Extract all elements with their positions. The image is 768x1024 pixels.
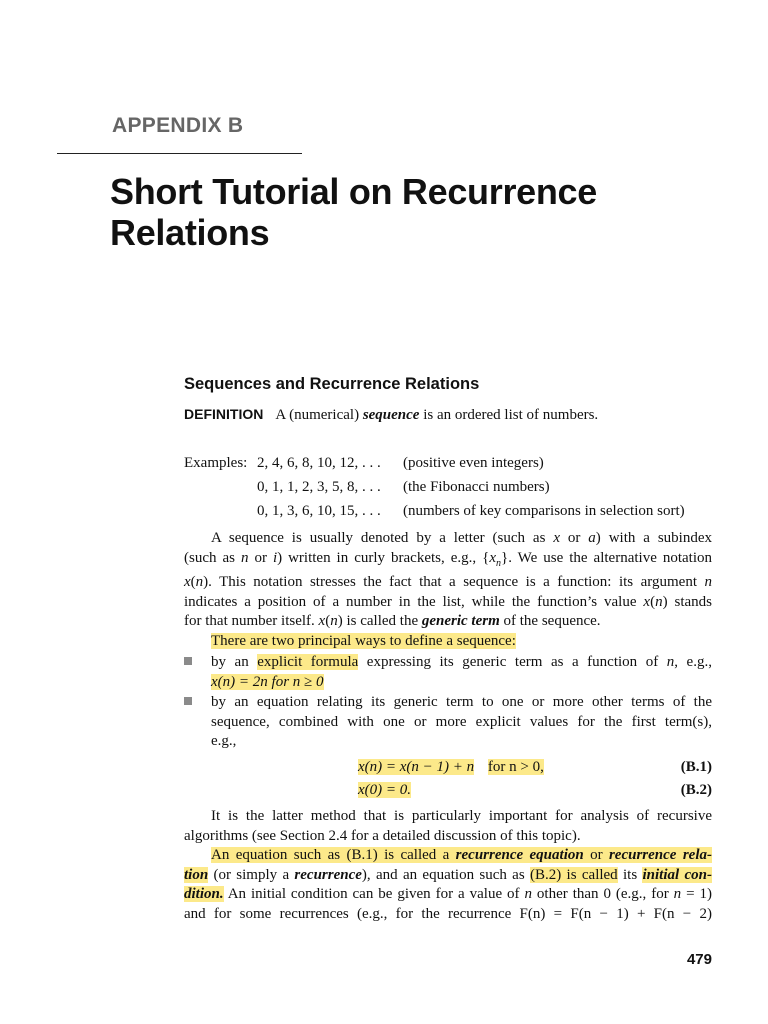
examples-label: Examples: [184,455,248,471]
para1-line-3: x(n). This notation stresses the fact that a sequence is a function: its argument n [184,574,712,590]
example-note-2: (the Fibonacci numbers) [403,479,550,495]
definition-label: DEFINITION [184,406,264,422]
para2-line-6: and for some recurrences (e.g., for the recurrence F(n) = F(n − 1) + F(n − 2) [184,905,712,922]
section-heading: Sequences and Recurrence Relations [184,375,480,393]
page-number: 479 [686,951,712,968]
bullet-recurrence: by an equation relating its generic term to one or more other terms of the sequence, combined with one or more explicit values for the first term(s), e.g., [211,694,712,749]
appendix-label: APPENDIX B [112,114,244,137]
example-seq-2: 0, 1, 1, 2, 3, 5, 8, . . . [257,479,381,495]
definition-text-after: is an ordered list of numbers. [419,407,599,423]
equation-b1 [358,759,544,776]
example-seq-3: 0, 1, 3, 6, 10, 15, . . . [257,503,381,519]
paragraph-sequence-notation [184,529,712,651]
equation-b2 [358,782,411,799]
chapter-title-line-2: Relations [110,212,270,253]
definition [184,405,598,426]
definition-term: sequence [362,407,420,423]
bullet-explicit-formula: by an explicit formula expressing its generic term as a function of n, e.g., x(n) = 2n for n ≥ 0 [211,654,712,690]
highlight-explicit-example: x(n) = 2n for n ≥ 0 [211,673,324,690]
highlight-two-ways: There are two principal ways to define a sequence: [211,632,516,649]
definition-text-before: A (numerical) [275,407,363,423]
equation-b1-condition: for n > 0, [487,759,544,775]
para1-line-1: A sequence is usually denoted by a letter (such as x or a) with a subindex [211,530,712,546]
para2-line-5: dition. An initial condition can be given for a value of n other than 0 (e.g., for n = 1) [184,886,712,902]
paragraph-recurrence [184,807,712,924]
example-note-3: (numbers of key comparisons in selection sort) [403,503,685,519]
para1-line-6 [184,632,712,652]
equation-b1-lhs: x(n) = x(n − 1) + n [358,759,475,775]
highlight-explicit-formula: explicit formula [257,654,359,670]
para2-line-2: algorithms (see Section 2.4 for a detailed discussion of this topic). [184,827,581,844]
para2-line-1: It is the latter method that is particularly important for analysis of recursive [211,808,712,824]
equation-number-b1: (B.1) [680,759,712,775]
para1-line-4: indicates a position of a number in the list, while the function’s value x(n) stands [184,593,712,610]
chapter-title [110,171,597,253]
para2-line-4: tion (or simply a recurrence), and an equation such as (B.2) is called its initial con- [184,866,712,883]
equation-number-b2: (B.2) [680,782,712,798]
equation-b2-text: x(0) = 0. [358,782,412,798]
para1-line-2: (such as n or i) written in curly brackets, e.g., $\{x_n\}$. We use the alternative notation [184,549,712,569]
para1-line-5: for that number itself. x(n) is called the generic term of the sequence. [184,613,601,629]
bullet-square-icon [184,657,192,665]
header-rule [57,153,302,154]
chapter-title-line-1: Short Tutorial on Recurrence [110,171,598,212]
para2-line-3: An equation such as (B.1) is called a recurrence equation or recurrence rela- [211,847,712,863]
bullet-square-icon [184,697,192,705]
example-seq-1: 2, 4, 6, 8, 10, 12, . . . [257,455,381,471]
example-note-1: (positive even integers) [403,455,544,471]
